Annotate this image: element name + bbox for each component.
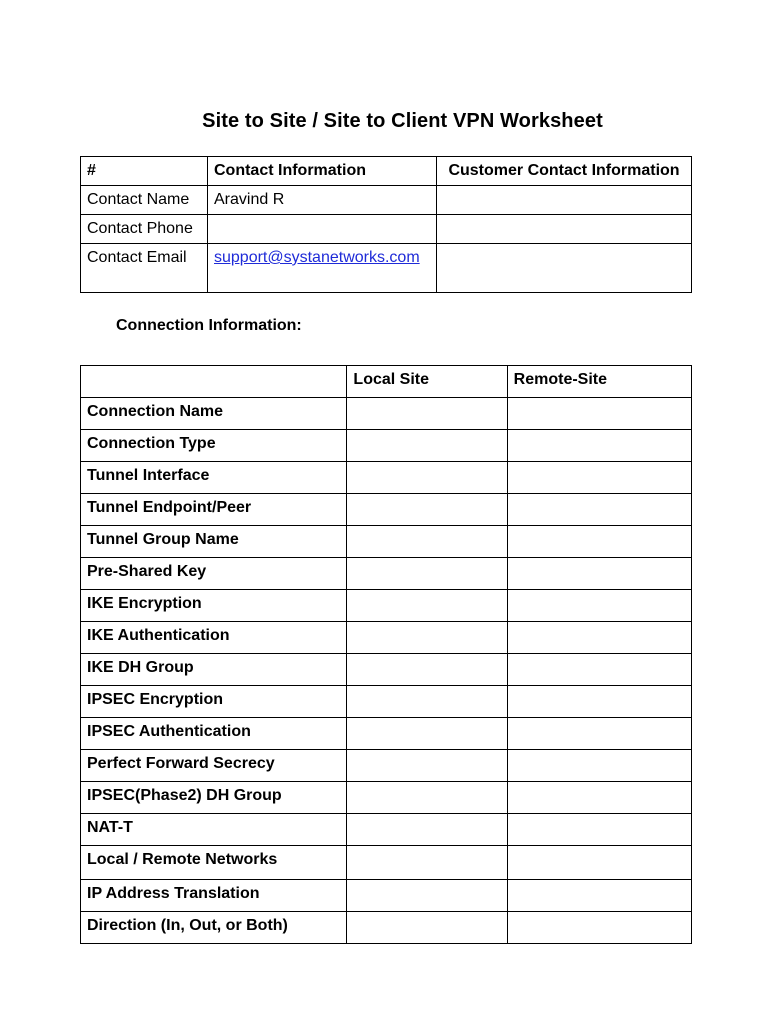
- local-site-cell[interactable]: [347, 912, 507, 944]
- table-row: [81, 215, 692, 244]
- table-row: [81, 430, 692, 462]
- local-site-cell[interactable]: [347, 398, 507, 430]
- remote-site-cell[interactable]: [507, 880, 691, 912]
- table-row: [81, 622, 692, 654]
- row-label: Direction (In, Out, or Both): [81, 912, 347, 944]
- local-site-cell[interactable]: [347, 814, 507, 846]
- table-row: [81, 846, 692, 880]
- local-site-cell[interactable]: [347, 686, 507, 718]
- table-row: [81, 398, 692, 430]
- row-label: Tunnel Interface: [81, 462, 347, 494]
- contact-name-value[interactable]: Aravind R: [208, 186, 437, 215]
- row-label: NAT-T: [81, 814, 347, 846]
- row-label: Pre-Shared Key: [81, 558, 347, 590]
- remote-site-cell[interactable]: [507, 718, 691, 750]
- table-row: [81, 718, 692, 750]
- remote-site-cell[interactable]: [507, 622, 691, 654]
- table-row: [81, 782, 692, 814]
- local-site-cell[interactable]: [347, 622, 507, 654]
- contact-table-header-row: [81, 157, 692, 186]
- row-label: Tunnel Group Name: [81, 526, 347, 558]
- table-row: [81, 494, 692, 526]
- remote-site-cell[interactable]: [507, 494, 691, 526]
- table-row: [81, 814, 692, 846]
- table-row: [81, 526, 692, 558]
- local-site-cell[interactable]: [347, 558, 507, 590]
- contact-header-number: #: [81, 157, 208, 186]
- row-label: IKE Authentication: [81, 622, 347, 654]
- local-site-cell[interactable]: [347, 654, 507, 686]
- customer-contact-email-value[interactable]: [437, 244, 692, 293]
- local-site-cell[interactable]: [347, 846, 507, 880]
- remote-site-cell[interactable]: [507, 398, 691, 430]
- table-row: [81, 558, 692, 590]
- contact-email-link[interactable]: support@systanetworks.com: [214, 249, 420, 266]
- local-site-cell[interactable]: [347, 462, 507, 494]
- row-label: Connection Type: [81, 430, 347, 462]
- table-row: [81, 654, 692, 686]
- local-site-cell[interactable]: [347, 782, 507, 814]
- remote-site-cell[interactable]: [507, 462, 691, 494]
- row-label: Connection Name: [81, 398, 347, 430]
- contact-phone-label: Contact Phone: [81, 215, 208, 244]
- connection-table: [80, 365, 692, 944]
- customer-contact-name-value[interactable]: [437, 186, 692, 215]
- local-site-cell[interactable]: [347, 590, 507, 622]
- remote-site-cell[interactable]: [507, 526, 691, 558]
- contact-header-customer-info: Customer Contact Information: [437, 157, 692, 186]
- contact-header-contact-info: Contact Information: [208, 157, 437, 186]
- remote-site-cell[interactable]: [507, 686, 691, 718]
- contact-name-label: Contact Name: [81, 186, 208, 215]
- row-label: Tunnel Endpoint/Peer: [81, 494, 347, 526]
- contact-email-cell: [208, 244, 437, 293]
- table-row: [81, 244, 692, 293]
- connection-info-heading: Connection Information:: [116, 317, 302, 334]
- remote-site-cell[interactable]: [507, 782, 691, 814]
- row-label: IKE Encryption: [81, 590, 347, 622]
- table-row: [81, 750, 692, 782]
- local-site-cell[interactable]: [347, 494, 507, 526]
- row-label: IPSEC Encryption: [81, 686, 347, 718]
- row-label: Local / Remote Networks: [81, 846, 347, 880]
- connection-header-remote-site: Remote-Site: [507, 366, 691, 398]
- contact-phone-value[interactable]: [208, 215, 437, 244]
- remote-site-cell[interactable]: [507, 912, 691, 944]
- remote-site-cell[interactable]: [507, 590, 691, 622]
- connection-table-header-row: [81, 366, 692, 398]
- local-site-cell[interactable]: [347, 430, 507, 462]
- remote-site-cell[interactable]: [507, 814, 691, 846]
- contact-email-label: Contact Email: [81, 244, 208, 293]
- remote-site-cell[interactable]: [507, 558, 691, 590]
- remote-site-cell[interactable]: [507, 846, 691, 880]
- local-site-cell[interactable]: [347, 880, 507, 912]
- local-site-cell[interactable]: [347, 526, 507, 558]
- remote-site-cell[interactable]: [507, 430, 691, 462]
- connection-header-local-site: Local Site: [347, 366, 507, 398]
- contact-table: [80, 156, 692, 293]
- local-site-cell[interactable]: [347, 750, 507, 782]
- remote-site-cell[interactable]: [507, 750, 691, 782]
- page-title: Site to Site / Site to Client VPN Worksheet: [202, 110, 603, 132]
- row-label: Perfect Forward Secrecy: [81, 750, 347, 782]
- row-label: IPSEC Authentication: [81, 718, 347, 750]
- connection-header-blank: [81, 366, 347, 398]
- table-row: [81, 590, 692, 622]
- table-row: [81, 462, 692, 494]
- customer-contact-phone-value[interactable]: [437, 215, 692, 244]
- remote-site-cell[interactable]: [507, 654, 691, 686]
- table-row: [81, 186, 692, 215]
- row-label: IKE DH Group: [81, 654, 347, 686]
- local-site-cell[interactable]: [347, 718, 507, 750]
- table-row: [81, 912, 692, 944]
- row-label: IPSEC(Phase2) DH Group: [81, 782, 347, 814]
- row-label: IP Address Translation: [81, 880, 347, 912]
- table-row: [81, 686, 692, 718]
- table-row: [81, 880, 692, 912]
